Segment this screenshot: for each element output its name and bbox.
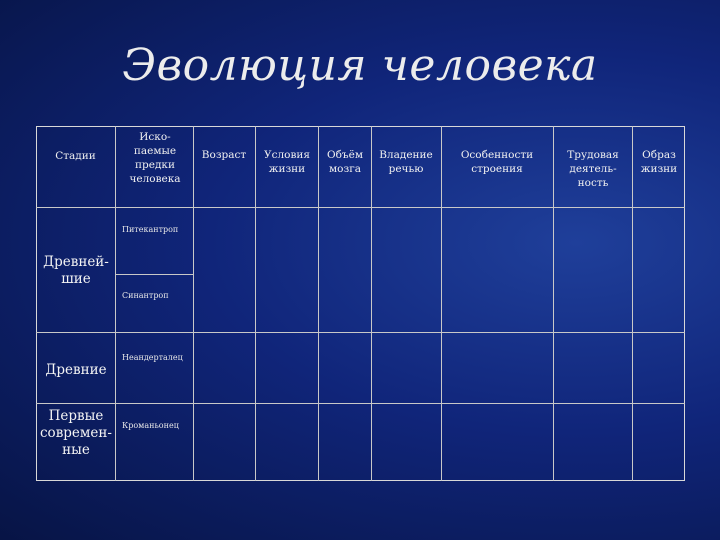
column-divider [632,126,633,481]
row-divider [115,274,194,275]
header-lifestyle: Образ жизни [640,149,678,175]
row-divider [36,403,685,404]
header-age: Возраст [201,149,247,161]
slide-title: Эволюция человека [122,40,598,91]
header-brain: Объём мозга [327,149,363,175]
stage-ancient-most: Древней-шие [43,254,109,287]
evolution-table [36,126,685,481]
column-divider [553,126,554,481]
row-divider [36,207,685,208]
stage-first-modern: Первые современ-ные [40,408,112,458]
stage-ancient: Древние [45,362,107,378]
column-divider [255,126,256,481]
column-divider [193,126,194,481]
column-divider [441,126,442,481]
ancestor-sinanthropus: Синантроп [122,291,169,300]
ancestor-pithecanthropus: Питекантроп [122,225,179,234]
ancestor-neanderthal: Неандерталец [122,353,183,362]
column-divider [115,126,116,481]
header-ancestors: Иско-паемые предки человека [129,131,181,185]
ancestor-cro-magnon: Кроманьонец [122,421,179,430]
column-divider [318,126,319,481]
header-speech: Владение речью [379,149,433,175]
header-stages: Стадии [55,150,96,162]
column-divider [371,126,372,481]
row-divider [36,332,685,333]
header-labor: Трудовая деятель-ность [567,149,619,189]
header-conditions: Условия жизни [264,149,310,175]
header-structure: Особенности строения [460,149,534,175]
